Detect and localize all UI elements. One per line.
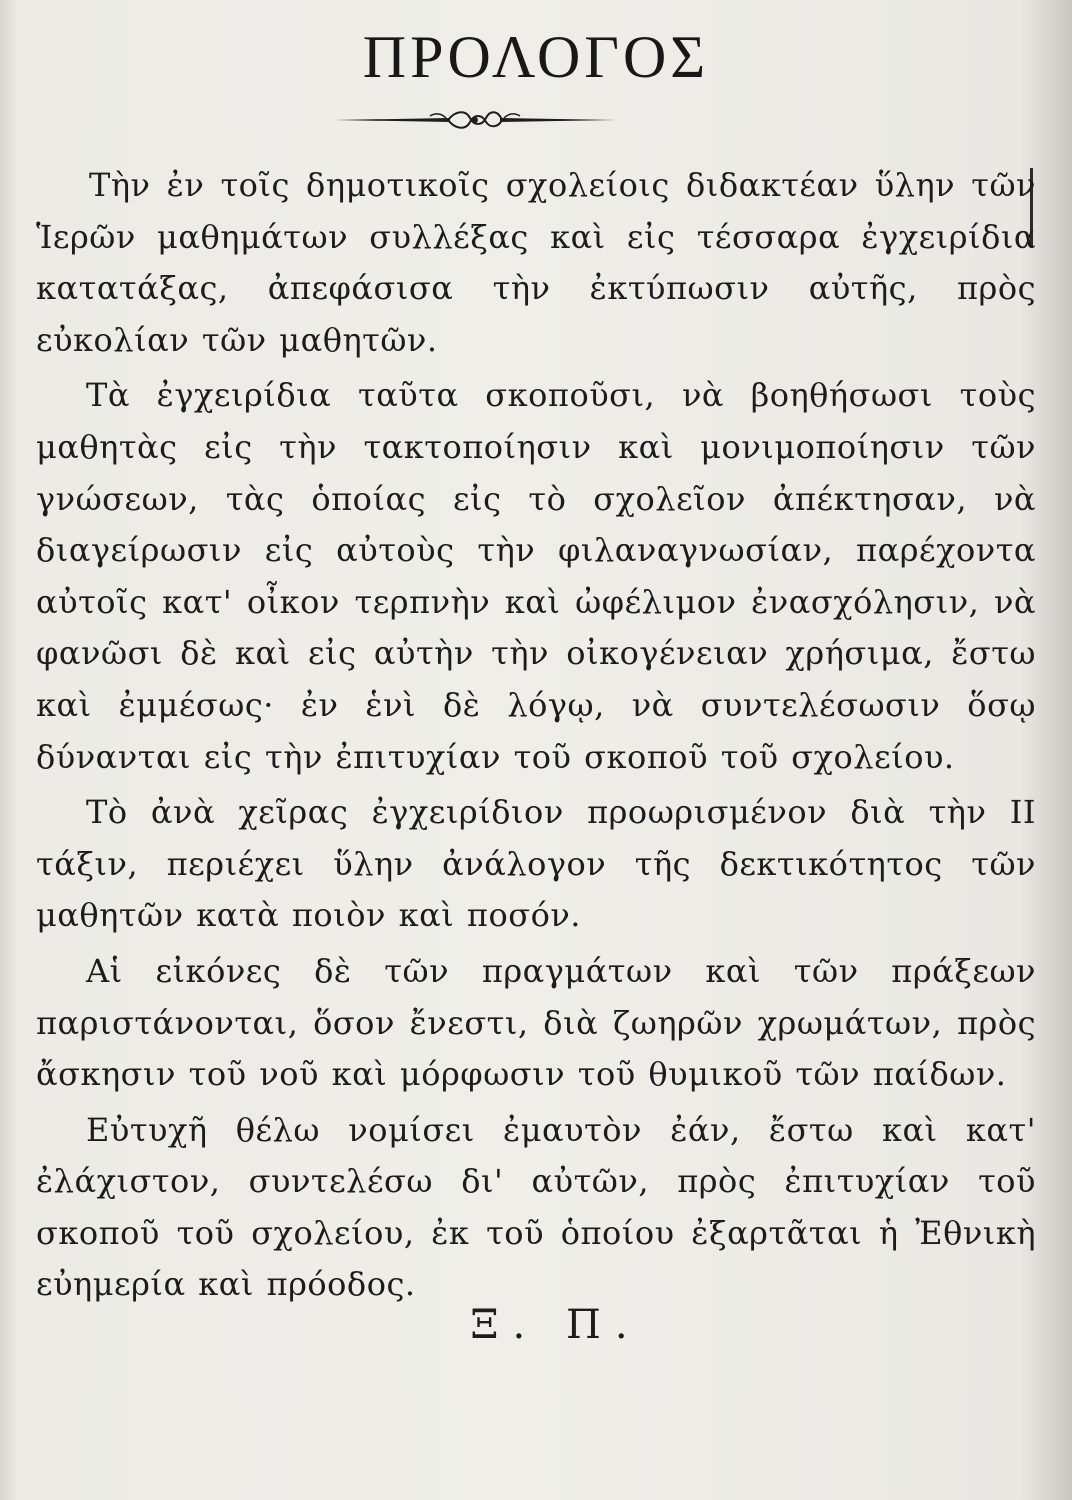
paragraph-5: Εὐτυχῆ θέλω νομίσει ἐμαυτὸν ἐάν, ἔστω καὶ κατ' ἐλάχιστον, συντελέσω δι' αὐτῶν, πρὸς ἐπιτυχίαν τοῦ σκοποῦ τοῦ σχολείου, ἐκ τοῦ ὁποίου ἐξαρτᾶται ἡ Ἐθνικὴ εὐημερία καὶ πρόοδος. <box>36 1110 1036 1304</box>
paragraph-3: Τὸ ἀνὰ χεῖρας ἐγχειρίδιον προωρισμένον διὰ τὴν ΙΙ τάξιν, περιέχει ὕλην ἀνάλογον τῆς δεκτικότητος τῶν μαθητῶν κατὰ ποιὸν καὶ ποσόν. <box>36 793 1036 935</box>
paragraph-2: Τὰ ἐγχειρίδια ταῦτα σκοποῦσι, νὰ βοηθήσωσι τοὺς μαθητὰς εἰς τὴν τακτοποίησιν καὶ μονιμοποίησιν τῶν γνώσεων, τὰς ὁποίας εἰς τὸ σχολεῖον ἀπέκτησαν, νὰ διαγείρωσιν εἰς αὐτοὺς τὴν φιλαναγνωσίαν, παρέχοντα αὐτοῖς κατ' οἶκον τερπνὴν καὶ ὠφέλιμον ἐνασχόλησιν, νὰ φανῶσι δὲ καὶ εἰς αὐτὴν τὴν οἰκογένειαν χρήσιμα, ἔστω καὶ ἐμμέσως· ἐν ἑνὶ δὲ λόγῳ, νὰ συντελέσωσιν ὅσῳ δύνανται εἰς τὴν ἐπιτυχίαν τοῦ σκοποῦ τοῦ σχολείου. <box>36 376 1036 776</box>
paragraph-1: Τὴν ἐν τοῖς δημοτικοῖς σχολείοις διδακτέαν ὕλην τῶν Ἱερῶν μαθημάτων συλλέξας καὶ εἰς τέσσαρα ἐγχειρίδια κατατάξας, ἀπεφάσισα τὴν ἐκτύπωσιν αὐτῆς, πρὸς εὐκολίαν τῶν μαθητῶν. <box>36 166 1036 359</box>
author-initials: Ξ. Π. <box>470 1302 642 1348</box>
page-title: ΠΡΟΛΟΓΟΣ <box>362 24 710 90</box>
paragraph-4: Αἱ εἰκόνες δὲ τῶν πραγμάτων καὶ τῶν πράξεων παριστάνονται, ὅσον ἔνεστι, διὰ ζωηρῶν χρωμάτων, πρὸς ἄσκησιν τοῦ νοῦ καὶ μόρφωσιν τοῦ θυμικοῦ τῶν παίδων. <box>36 951 1036 1094</box>
decorative-rule-ornament <box>330 108 620 132</box>
preface-body <box>36 160 1036 1315</box>
